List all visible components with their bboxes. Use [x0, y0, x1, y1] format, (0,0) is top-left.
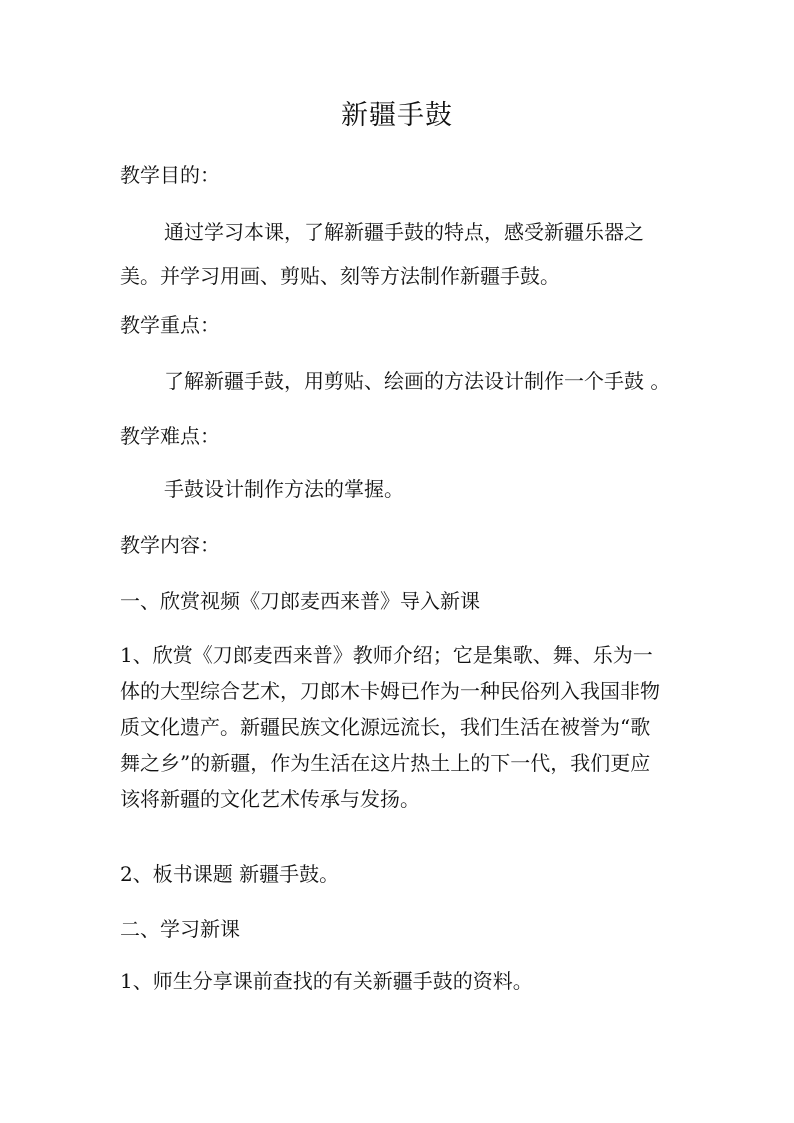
- content-heading: 教学内容：: [120, 533, 220, 557]
- difficulty-heading: 教学难点：: [120, 424, 220, 448]
- objective-text: 通过学习本课，了解新疆手鼓的特点，感受新疆乐器之美。并学习用画、剪贴、刻等方法制作新疆手鼓。: [120, 220, 644, 288]
- document-title: 新疆手鼓: [341, 100, 453, 131]
- section-1-item-2: 2、板书课题 新疆手鼓。: [120, 862, 340, 886]
- key-points-text: 了解新疆手鼓，用剪贴、绘画的方法设计制作一个手鼓 。: [164, 369, 671, 393]
- section-2-item-1: 1、师生分享课前查找的有关新疆手鼓的资料。: [120, 969, 533, 993]
- objective-heading: 教学目的：: [120, 163, 220, 187]
- section-1-item-1: 1、欣赏《刀郎麦西来普》教师介绍；它是集歌、舞、乐为一体的大型综合艺术，刀郎木卡姆已作为一种民俗列入我国非物质文化遗产。新疆民族文化源远流长，我们生活在被誉为“歌舞之乡”的新疆，作为生活在这片热土上的下一代，我们更应该将新疆的文化艺术传承与发扬。: [120, 643, 660, 811]
- key-points-heading: 教学重点：: [120, 313, 220, 337]
- section-1-heading: 一、欣赏视频《刀郎麦西来普》导入新课: [120, 589, 480, 613]
- difficulty-text: 手鼓设计制作方法的掌握。: [164, 477, 404, 501]
- section-2-heading: 二、学习新课: [120, 917, 240, 941]
